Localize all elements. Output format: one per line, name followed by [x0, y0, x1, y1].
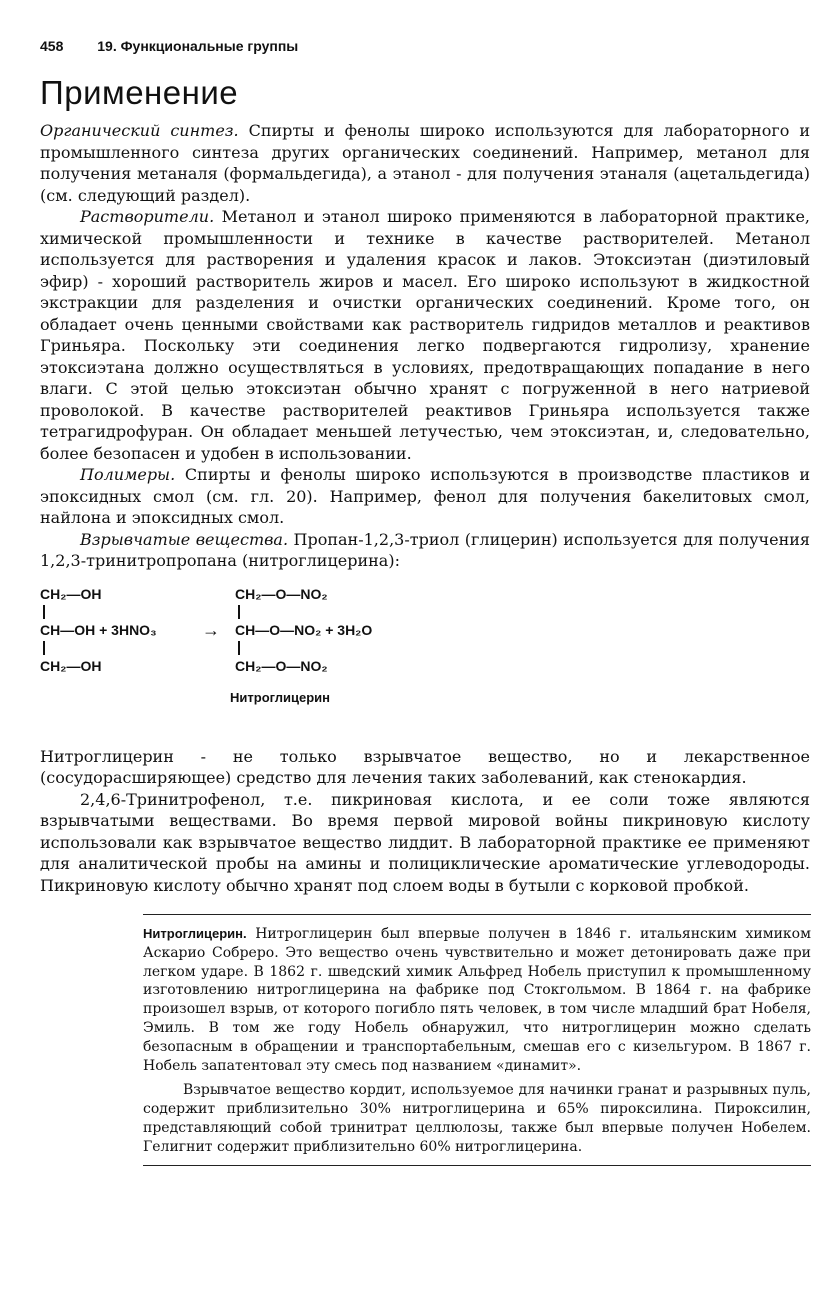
bond-line — [238, 641, 240, 655]
sidebar-paragraph: Взрывчатое вещество кордит, используемое для начинки гранат и разрывных пуль, содержит приблизительно 30% нитроглицерина и 65% пироксилина. Пироксилин, представляющий собой тринитрат целлюлозы, также был впервые получен Нобелем. Гелигнит содержит приблизительно 60% нитроглицерина. — [143, 1082, 811, 1155]
paragraph-polymers — [40, 464, 810, 529]
section-title: Применение — [40, 74, 239, 111]
reaction-arrow: → — [202, 619, 220, 640]
product-bottom: CH₂—O—NO₂ — [235, 657, 328, 674]
paragraph-solvents — [40, 206, 810, 464]
paragraph-text: Пропан-1,2,3-триол (глицерин) используется для получения 1,2,3-тринитропропана (нитроглицерина): — [40, 529, 810, 570]
page-number: 458 — [40, 38, 64, 54]
paragraph-lead: Органический синтез. — [40, 121, 239, 140]
sidebar-box-nitroglycerin — [143, 914, 811, 1166]
nitroglycerin-reaction-scheme — [40, 586, 810, 736]
chapter-title: 19. Функциональные группы — [97, 38, 299, 54]
product-caption: Нитроглицерин — [230, 689, 330, 705]
paragraph-lead: Полимеры. — [80, 465, 176, 484]
bond-line — [238, 605, 240, 619]
sidebar-text: Нитроглицерин был впервые получен в 1846 г. итальянским химиком Аскарио Собреро. Это вещество очень чувствительно и может детонировать даже при легком ударе. В 1862 г. шведский химик Альфред Нобель приступил к промышленному изготовлению нитроглицерина на фабрике под Стокгольмом. В 1864 г. на фабрике произошел взрыв, от которого погибло пять человек, в том числе младший брат Нобеля, Эмиль. В том же году Нобель обнаружил, что нитроглицерин можно сделать безопасным в обращении и транспортабельным, смешав его с кизельгуром. В 1867 г. Нобель запатентовал эту смесь под названием «динамит». — [143, 926, 811, 1074]
reactant-bottom: CH₂—OH — [40, 657, 102, 674]
reactant-top: CH₂—OH — [40, 585, 102, 602]
paragraph-lead: Взрывчатые вещества. — [80, 529, 289, 549]
running-head — [40, 38, 810, 54]
paragraph-text: Метанол и этанол широко применяются в лабораторной практике, химической промышленности и технике в качестве растворителей. Метанол используется для растворения и удаления красок и лаков. Этоксиэтан (диэтиловый эфир) - хороший растворитель жиров и масел. Его широко используют в жидкостной экстракции для разделения и очистки органических соединений. Кроме того, он обладает очень ценными свойствами как растворитель гидридов металлов и реактивов Гриньяра. Поскольку эти соединения легко подвергаются гидролизу, хранение этоксиэтана должно осуществляться в условиях, предотвращающих попадание в него влаги. С этой целью этоксиэтан обычно хранят с погруженной в него натриевой проволокой. В качестве растворителей реактивов Гриньяра используется также тетрагидрофуран. Он обладает меньшей летучестью, чем этоксиэтан, и, следовательно, более безопасен и удобен в использовании. — [40, 207, 810, 463]
reactant-mid: CH—OH + 3HNO₃ — [40, 621, 157, 638]
product-mid: CH—O—NO₂ + 3H₂O — [235, 621, 373, 638]
sidebar-lead: Нитроглицерин. — [143, 926, 247, 941]
paragraph-text: Спирты и фенолы широко используются для лабораторного и промышленного синтеза других органических соединений. Например, метанол для получения метаналя (формальдегида), а этанол - для получения этаналя (ацетальдегида) (см. следующий раздел). — [40, 121, 810, 205]
paragraph-explosives — [40, 529, 810, 572]
product-top: CH₂—O—NO₂ — [235, 585, 328, 602]
paragraph-picric-acid: 2,4,6-Тринитрофенол, т.е. пикриновая кислота, и ее соли тоже являются взрывчатыми веществами. Во время первой мировой войны пикриновую кислоту использовали как взрывчатое вещество лиддит. В лабораторной практике ее применяют для аналитической пробы на амины и полициклические ароматические углеводороды. Пикриновую кислоту обычно хранят под слоем воды в бутыли с корковой пробкой. — [40, 789, 810, 895]
paragraph-text: Спирты и фенолы широко используются в производстве пластиков и эпоксидных смол (см. гл. 20). Например, фенол для получения бакелитовых смол, найлона и эпоксидных смол. — [40, 465, 810, 527]
sidebar-paragraph — [143, 925, 811, 1075]
paragraph-organic-synthesis — [40, 120, 810, 206]
bond-line — [43, 641, 45, 655]
paragraph-lead: Растворители. — [80, 207, 215, 226]
paragraph-nitroglycerin-medical: Нитроглицерин - не только взрывчатое вещество, но и лекарственное (сосудорасширяющее) средство для лечения таких заболеваний, как стенокардия. — [40, 746, 810, 787]
page — [40, 38, 810, 1166]
bond-line — [43, 605, 45, 619]
